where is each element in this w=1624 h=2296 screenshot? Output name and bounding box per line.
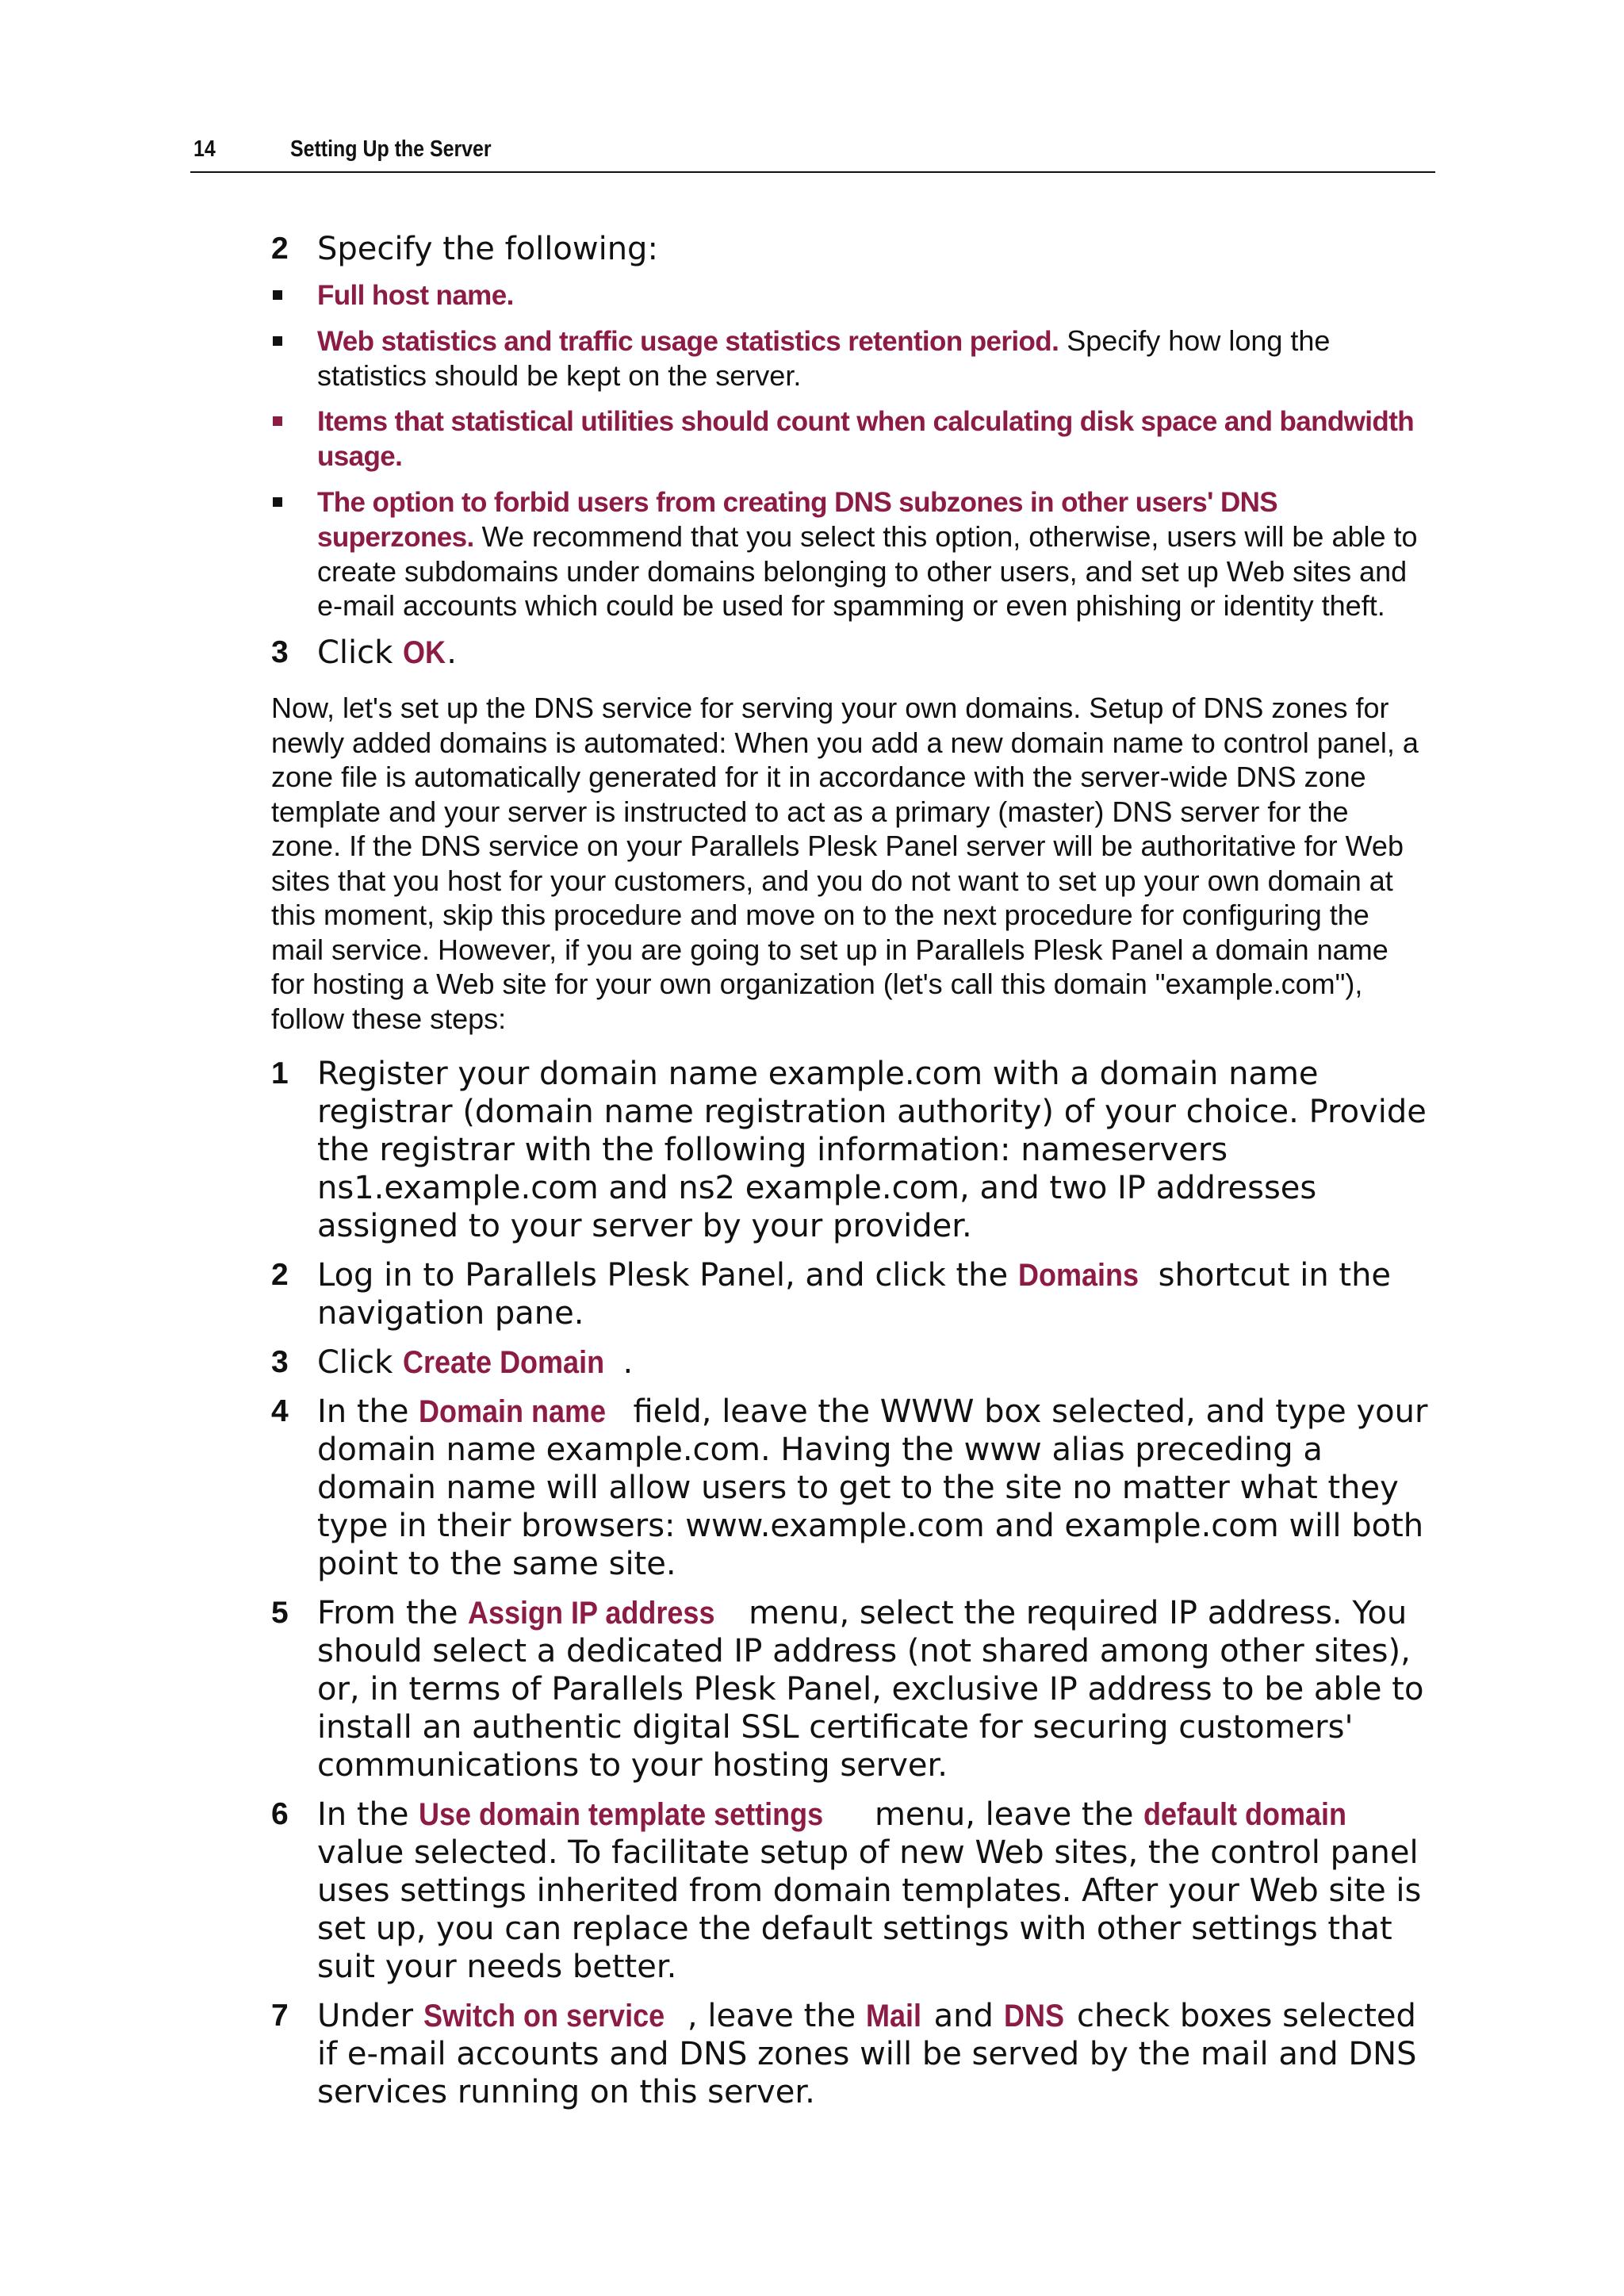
step-text: From the [317,1595,469,1631]
domains-keyword: Domains [1017,1258,1139,1293]
dns-step-6 [271,1796,1437,1986]
step-text: and [923,1998,1004,2034]
dns-step-7 [271,1997,1437,2111]
step-text: Click [317,1344,404,1381]
step-text: Specify the following: [317,231,658,267]
step-text: shortcut in the navigation pane. [317,1257,1392,1332]
bullet-term: The option to forbid users from creating DNS subzones in other users' DNS superzones. [317,487,1278,553]
bullet-text: Specify how long the statistics should be kept on the server. [317,324,1331,392]
step-text: Log in to Parallels Plesk Panel, and click the [317,1257,1018,1294]
step-3-click-ok [271,634,1437,672]
page-content [271,230,1437,2122]
dns-step-2 [271,1256,1437,1332]
switch-on-service-keyword: Switch on service [423,1999,665,2033]
dns-keyword: DNS [1003,1999,1064,2033]
template-settings-keyword: Use domain template settings [419,1797,824,1832]
step-number: 6 [271,1797,289,1831]
settings-bullet-list [271,278,1437,623]
create-domain-keyword: Create Domain [403,1345,605,1380]
bullet-term: Full host name. [317,280,514,311]
bullet-square-icon [273,336,282,346]
page-number: 14 [193,136,216,162]
assign-ip-keyword: Assign IP address [468,1596,715,1631]
bullet-term: Items that statistical utilities should count when calculating disk space and bandwidth usage. [317,406,1415,472]
step-text: menu, leave the [864,1796,1144,1833]
dns-step-1 [271,1055,1437,1245]
bullet-term: Web statistics and traffic usage statistics retention period. [317,326,1059,357]
step-text: , leave the [687,1998,866,2034]
ok-keyword: OK [403,635,446,670]
step-text: Under [317,1998,423,2034]
step-number: 4 [271,1394,289,1428]
bullet-full-host-name [271,278,1437,312]
step-number: 1 [271,1056,289,1091]
bullet-text: We recommend that you select this option, otherwise, users will be able to create subdomains under domains belonging to other users, and set up Web sites and e-mail accounts which could be used for spamming or even phishing or identity theft. [317,520,1418,622]
mail-keyword: Mail [865,1999,921,2033]
bullet-square-icon [273,290,282,300]
step-number: 3 [271,635,289,669]
page-header [190,136,1435,173]
step-number: 7 [271,1999,289,2033]
dns-step-5 [271,1594,1437,1784]
step-text: In the [317,1796,419,1833]
step-text: menu, select the required IP address. You should select a dedicated IP address (not shared among other sites), or, in terms of Parallels Plesk Panel, exclusive IP address to be able to install an authentic digital SSL certificate for securing customers' communications to your hosting server. [317,1595,1424,1784]
bullet-statistical-items [271,404,1437,473]
dns-steps-list [271,1055,1437,2111]
step-text: . [622,1344,634,1381]
step-text: field, leave the WWW box selected, and type your domain name example.com. Having the www alias preceding a domain name will allow users to get to the site no matter what they type in their browsers: www.example.com and example.com will both point to the same site. [317,1393,1428,1582]
step-text-end: . [446,634,457,671]
dns-intro-paragraph: Now, let's set up the DNS service for serving your own domains. Setup of DNS zones for newly added domains is automated: When you add a new domain name to control panel, a zone file is automatically generated for it in accordance with the server-wide DNS zone template and your server is instructed to act as a primary (master) DNS server for the zone. If the DNS service on your Parallels Plesk Panel server will be authoritative for Web sites that you host for your customers, and you do not want to set up your own domain at this moment, skip this procedure and move on to the next procedure for configuring the mail service. However, if you are going to set up in Parallels Plesk Panel a domain name for hosting a Web site for your own organization (let's call this domain "example.com"), follow these steps: [271,692,1419,1035]
step-text: Register your domain name example.com with a domain name registrar (domain name registration authority) of your choice. Provide the registrar with the following information: nameservers ns1.example.com and ns2 example.com, and two IP addresses assigned to your server by your provider. [317,1056,1427,1244]
step-number: 3 [271,1345,289,1379]
section-title: Setting Up the Server [290,136,492,162]
step-text: value selected. To facilitate setup of new Web sites, the control panel uses settings inherited from domain templates. After your Web site is set up, you can replace the default settings with other settings that suit your needs better. [317,1834,1422,1985]
dns-step-4 [271,1393,1437,1583]
step-2-specify [271,230,1437,268]
dns-step-3 [271,1343,1437,1382]
step-number: 5 [271,1596,289,1630]
step-number: 2 [271,1258,289,1292]
bullet-square-icon [273,497,282,507]
step-text: check boxes selected if e-mail accounts and DNS zones will be served by the mail and DNS services running on this server. [317,1998,1417,2110]
step-text: In the [317,1393,419,1430]
step-text: Click [317,634,404,671]
bullet-square-icon [273,416,282,426]
domain-name-keyword: Domain name [419,1394,607,1429]
bullet-statistics-retention [271,324,1437,393]
step-number: 2 [271,232,289,266]
bullet-dns-subzones [271,485,1437,623]
default-domain-keyword: default domain [1143,1797,1347,1832]
